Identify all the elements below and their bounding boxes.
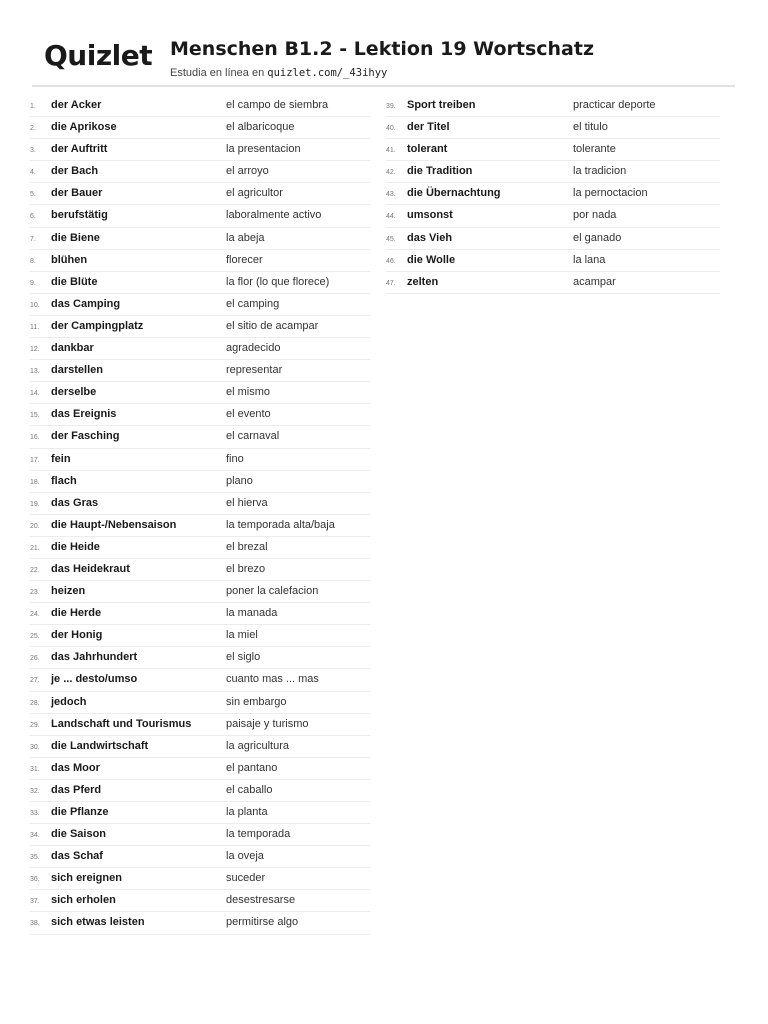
term-definition: la presentacion bbox=[226, 143, 301, 156]
term-row bbox=[30, 338, 370, 360]
term-number: 29. bbox=[30, 721, 40, 729]
term-row bbox=[386, 183, 720, 205]
term-number: 13. bbox=[30, 368, 40, 376]
term-row bbox=[30, 139, 370, 161]
term-word: der Bauer bbox=[51, 187, 103, 200]
term-word: heizen bbox=[51, 585, 86, 598]
subtitle-prefix: Estudia en línea en bbox=[170, 67, 268, 79]
term-definition: la manada bbox=[226, 607, 278, 620]
term-row bbox=[30, 404, 370, 426]
term-word: fein bbox=[51, 452, 71, 465]
term-word: das Schaf bbox=[51, 850, 103, 863]
term-definition: tolerante bbox=[573, 143, 616, 156]
term-number: 36. bbox=[30, 876, 40, 884]
term-number: 11. bbox=[30, 323, 40, 331]
term-word: der Bach bbox=[51, 165, 99, 178]
term-number: 9. bbox=[30, 279, 36, 287]
term-definition: agradecido bbox=[226, 342, 281, 355]
term-word: die Haupt-/Nebensaison bbox=[51, 518, 177, 531]
term-definition: paisaje y turismo bbox=[226, 717, 309, 730]
term-definition: la miel bbox=[226, 629, 258, 642]
term-definition: la abeja bbox=[226, 231, 265, 244]
term-definition: la flor (lo que florece) bbox=[226, 275, 330, 288]
term-word: zelten bbox=[407, 275, 439, 288]
term-row bbox=[386, 272, 720, 294]
term-definition: la tradicion bbox=[573, 165, 627, 178]
term-definition: la oveja bbox=[226, 850, 264, 863]
term-row bbox=[30, 890, 370, 912]
term-word: berufstätig bbox=[51, 209, 108, 222]
term-number: 42. bbox=[386, 169, 396, 177]
term-word: der Acker bbox=[51, 99, 102, 111]
term-list-right bbox=[386, 95, 720, 294]
term-row bbox=[30, 493, 370, 515]
term-row bbox=[30, 714, 370, 736]
term-definition: la lana bbox=[573, 253, 606, 266]
term-definition: poner la calefacion bbox=[226, 585, 319, 598]
term-number: 46. bbox=[386, 257, 396, 265]
term-number: 16. bbox=[30, 434, 40, 442]
term-definition: el camping bbox=[226, 297, 280, 310]
term-number: 25. bbox=[30, 633, 40, 641]
term-word: darstellen bbox=[51, 364, 103, 377]
term-number: 1. bbox=[30, 103, 36, 110]
term-row bbox=[30, 471, 370, 493]
term-definition: plano bbox=[226, 474, 253, 487]
term-word: blühen bbox=[51, 253, 88, 266]
term-row bbox=[30, 868, 370, 890]
term-number: 7. bbox=[30, 235, 36, 243]
term-row bbox=[30, 758, 370, 780]
term-number: 41. bbox=[386, 147, 396, 155]
term-word: das Ereignis bbox=[51, 408, 117, 421]
term-row bbox=[386, 161, 720, 183]
page-title: Menschen B1.2 - Lektion 19 Wortschatz bbox=[170, 38, 595, 60]
term-number: 37. bbox=[30, 898, 40, 906]
term-number: 27. bbox=[30, 677, 40, 685]
term-definition: el mismo bbox=[226, 386, 271, 399]
term-number: 34. bbox=[30, 832, 40, 840]
term-definition: la agricultura bbox=[226, 739, 289, 752]
term-number: 44. bbox=[386, 213, 396, 221]
term-row bbox=[30, 603, 370, 625]
term-word: die Übernachtung bbox=[407, 187, 501, 200]
term-number: 31. bbox=[30, 765, 40, 773]
term-number: 32. bbox=[30, 787, 40, 795]
term-row bbox=[30, 95, 370, 117]
term-word: die Aprikose bbox=[51, 121, 117, 134]
page-subtitle bbox=[170, 65, 387, 81]
term-row bbox=[30, 692, 370, 714]
term-definition: el evento bbox=[226, 408, 271, 421]
term-number: 19. bbox=[30, 500, 40, 508]
term-row bbox=[386, 205, 720, 227]
term-number: 6. bbox=[30, 213, 36, 221]
term-number: 35. bbox=[30, 854, 40, 862]
term-row bbox=[30, 316, 370, 338]
term-word: jedoch bbox=[51, 695, 87, 708]
term-word: die Herde bbox=[51, 607, 102, 620]
set-url-link[interactable]: quizlet.com/_43ihyy bbox=[267, 67, 388, 79]
term-word: je ... desto/umso bbox=[51, 673, 138, 686]
term-row bbox=[30, 117, 370, 139]
term-definition: el carnaval bbox=[226, 430, 280, 443]
term-definition: el ganado bbox=[573, 231, 622, 244]
term-definition: fino bbox=[226, 452, 244, 465]
term-definition: el albaricoque bbox=[226, 121, 295, 134]
term-number: 3. bbox=[30, 147, 36, 155]
term-list-left bbox=[30, 95, 370, 935]
term-number: 5. bbox=[30, 191, 36, 199]
term-number: 22. bbox=[30, 566, 40, 574]
term-definition: representar bbox=[226, 364, 283, 377]
term-definition: practicar deporte bbox=[573, 99, 656, 111]
term-row bbox=[30, 228, 370, 250]
term-number: 18. bbox=[30, 478, 40, 486]
term-row bbox=[30, 912, 370, 934]
term-number: 2. bbox=[30, 125, 36, 133]
term-number: 20. bbox=[30, 522, 40, 530]
term-word: der Fasching bbox=[51, 430, 120, 443]
term-row bbox=[30, 272, 370, 294]
term-number: 17. bbox=[30, 456, 40, 464]
term-word: das Gras bbox=[51, 496, 99, 509]
term-row bbox=[30, 669, 370, 691]
term-definition: florecer bbox=[226, 253, 263, 266]
term-row bbox=[386, 117, 720, 139]
term-number: 30. bbox=[30, 743, 40, 751]
term-row bbox=[30, 824, 370, 846]
term-word: der Campingplatz bbox=[51, 319, 144, 332]
term-definition: el brezo bbox=[226, 562, 266, 575]
header-divider bbox=[32, 85, 735, 87]
term-number: 24. bbox=[30, 611, 40, 619]
term-definition: el titulo bbox=[573, 121, 608, 134]
term-word: der Auftritt bbox=[51, 143, 108, 156]
term-word: die Pflanze bbox=[51, 806, 109, 818]
term-row bbox=[386, 228, 720, 250]
term-definition: cuanto mas ... mas bbox=[226, 673, 319, 686]
page-header bbox=[0, 0, 768, 90]
term-row bbox=[30, 360, 370, 382]
term-definition: sin embargo bbox=[226, 695, 287, 708]
term-word: flach bbox=[51, 474, 77, 487]
term-word: die Biene bbox=[51, 231, 100, 244]
term-definition: acampar bbox=[573, 275, 616, 288]
term-word: die Saison bbox=[51, 828, 107, 841]
term-word: das Jahrhundert bbox=[51, 651, 138, 664]
term-definition: el campo de siembra bbox=[226, 99, 329, 111]
term-row bbox=[30, 736, 370, 758]
term-definition: por nada bbox=[573, 209, 617, 222]
term-definition: la planta bbox=[226, 806, 268, 818]
term-number: 38. bbox=[30, 920, 40, 928]
term-word: tolerant bbox=[407, 143, 448, 156]
term-row bbox=[30, 559, 370, 581]
term-definition: suceder bbox=[226, 872, 266, 885]
term-word: die Heide bbox=[51, 540, 100, 553]
term-word: die Tradition bbox=[407, 165, 473, 178]
term-word: sich erholen bbox=[51, 894, 116, 907]
quizlet-logo[interactable]: Quizlet bbox=[44, 39, 153, 72]
term-word: das Vieh bbox=[407, 231, 453, 244]
term-word: der Titel bbox=[407, 121, 450, 134]
term-number: 28. bbox=[30, 699, 40, 707]
term-row bbox=[30, 449, 370, 471]
term-row bbox=[30, 537, 370, 559]
term-definition: el siglo bbox=[226, 651, 261, 664]
term-definition: el brezal bbox=[226, 540, 268, 553]
term-number: 45. bbox=[386, 235, 396, 243]
term-number: 47. bbox=[386, 279, 396, 287]
term-word: das Pferd bbox=[51, 783, 102, 796]
term-word: Landschaft und Tourismus bbox=[51, 717, 192, 730]
term-row bbox=[30, 382, 370, 404]
term-number: 12. bbox=[30, 346, 40, 354]
term-word: das Moor bbox=[51, 761, 100, 774]
term-row bbox=[30, 426, 370, 448]
term-number: 14. bbox=[30, 390, 40, 398]
term-row bbox=[30, 515, 370, 537]
term-number: 21. bbox=[30, 544, 40, 552]
term-definition: la temporada alta/baja bbox=[226, 518, 335, 531]
term-definition: el arroyo bbox=[226, 165, 269, 178]
term-word: umsonst bbox=[407, 209, 453, 222]
term-definition: la pernoctacion bbox=[573, 187, 648, 200]
term-row bbox=[30, 846, 370, 868]
term-row bbox=[30, 250, 370, 272]
term-definition: el caballo bbox=[226, 783, 273, 796]
term-row bbox=[30, 647, 370, 669]
term-number: 4. bbox=[30, 169, 36, 177]
term-definition: el agricultor bbox=[226, 187, 283, 200]
term-definition: permitirse algo bbox=[226, 916, 299, 929]
term-word: das Camping bbox=[51, 297, 121, 310]
term-definition: el pantano bbox=[226, 761, 278, 774]
term-definition: desestresarse bbox=[226, 894, 296, 907]
term-number: 8. bbox=[30, 257, 36, 265]
term-word: die Wolle bbox=[407, 253, 456, 266]
term-row bbox=[30, 183, 370, 205]
term-number: 10. bbox=[30, 301, 40, 309]
term-word: sich ereignen bbox=[51, 872, 122, 885]
term-row bbox=[30, 205, 370, 227]
term-word: die Landwirtschaft bbox=[51, 739, 149, 752]
term-number: 26. bbox=[30, 655, 40, 663]
term-row bbox=[386, 250, 720, 272]
term-row bbox=[386, 95, 720, 117]
term-row bbox=[30, 581, 370, 603]
term-number: 39. bbox=[386, 103, 396, 110]
term-number: 40. bbox=[386, 125, 396, 133]
term-word: dankbar bbox=[51, 342, 94, 355]
term-number: 43. bbox=[386, 191, 396, 199]
term-row bbox=[30, 625, 370, 647]
term-word: der Honig bbox=[51, 629, 103, 642]
term-row bbox=[30, 161, 370, 183]
term-number: 33. bbox=[30, 810, 40, 817]
term-definition: la temporada bbox=[226, 828, 291, 841]
term-row bbox=[30, 780, 370, 802]
term-number: 23. bbox=[30, 589, 40, 597]
term-row bbox=[386, 139, 720, 161]
term-row bbox=[30, 294, 370, 316]
term-row bbox=[30, 802, 370, 824]
term-definition: laboralmente activo bbox=[226, 209, 322, 222]
term-word: sich etwas leisten bbox=[51, 916, 145, 929]
term-word: Sport treiben bbox=[407, 99, 476, 111]
term-word: derselbe bbox=[51, 386, 97, 399]
term-number: 15. bbox=[30, 412, 40, 420]
term-definition: el hierva bbox=[226, 496, 268, 509]
term-word: die Blüte bbox=[51, 275, 98, 288]
term-word: das Heidekraut bbox=[51, 562, 130, 575]
term-definition: el sitio de acampar bbox=[226, 319, 319, 332]
